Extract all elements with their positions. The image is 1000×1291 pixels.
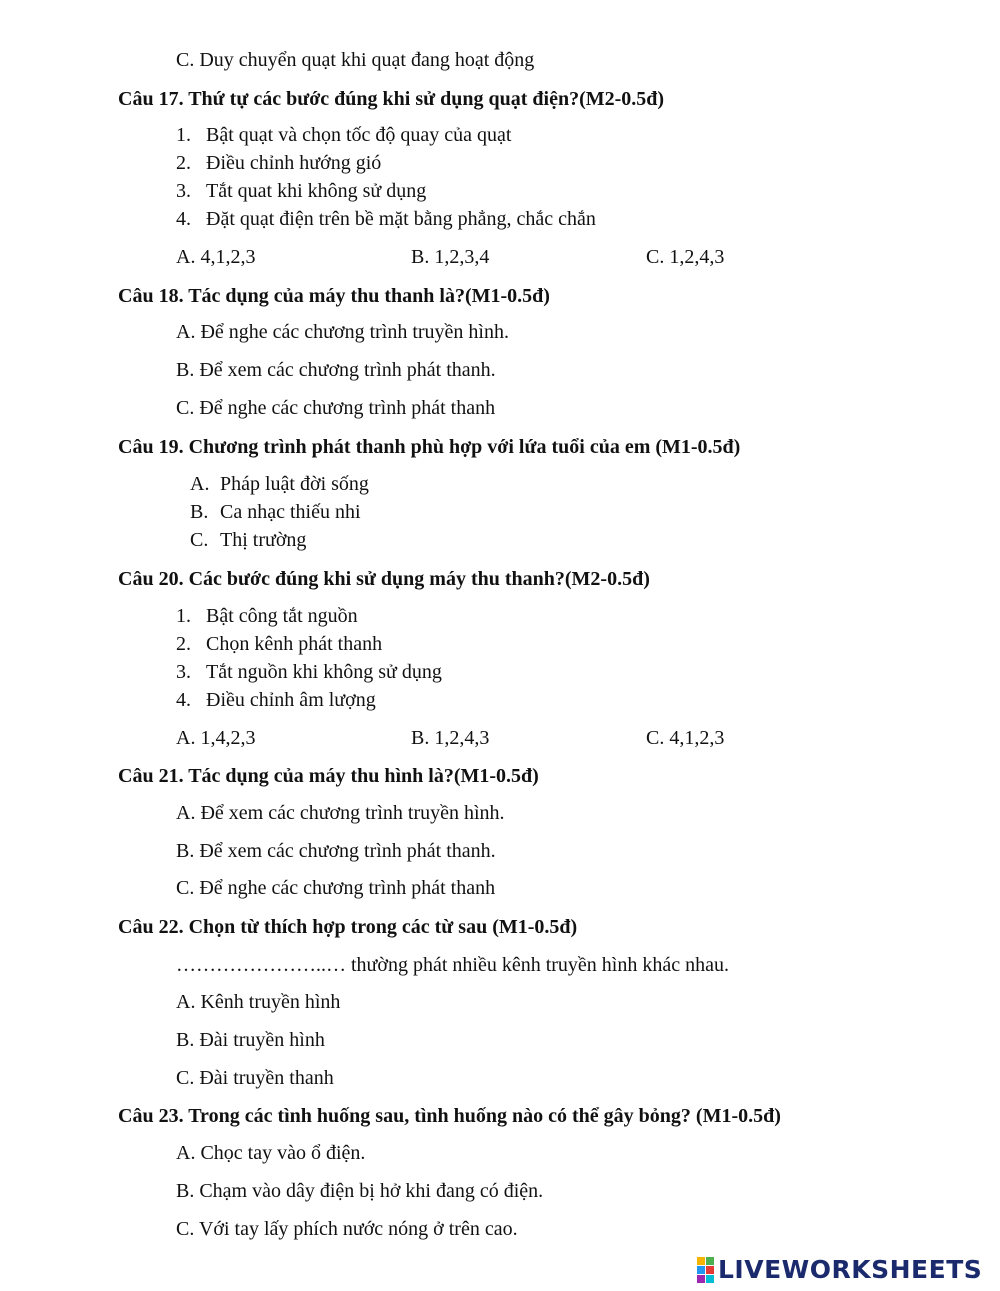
q22-option-b[interactable]: B. Đài truyền hình [176,1029,325,1051]
q20-title: Câu 20. Các bước đúng khi sử dụng máy thu thanh?(M2-0.5đ) [118,568,650,590]
q17-step-1-text: Bật quạt và chọn tốc độ quay của quạt [206,124,512,146]
q19-option-a[interactable]: Pháp luật đời sống [220,473,369,495]
q19-option-c[interactable]: Thị trường [220,529,307,551]
q17-step-2-number: 2. [176,152,191,174]
q23-option-a[interactable]: A. Chọc tay vào ổ điện. [176,1142,366,1164]
q23-option-b[interactable]: B. Chạm vào dây điện bị hở khi đang có điện. [176,1180,544,1202]
q20-answer-c[interactable]: C. 4,1,2,3 [646,727,725,749]
q18-option-a[interactable]: A. Để nghe các chương trình truyền hình. [176,321,509,343]
q20-step-1-text: Bật công tắt nguồn [206,605,358,627]
q23-title: Câu 23. Trong các tình huống sau, tình huống nào có thể gây bỏng? (M1-0.5đ) [118,1105,781,1127]
q21-option-b[interactable]: B. Để xem các chương trình phát thanh. [176,840,496,862]
q17-step-3-number: 3. [176,180,191,202]
q18-option-b[interactable]: B. Để xem các chương trình phát thanh. [176,359,496,381]
q19-title: Câu 19. Chương trình phát thanh phù hợp với lứa tuổi của em (M1-0.5đ) [118,436,741,458]
q22-option-a[interactable]: A. Kênh truyền hình [176,991,341,1013]
q20-step-4-text: Điều chỉnh âm lượng [206,689,376,711]
q22-title: Câu 22. Chọn từ thích hợp trong các từ sau (M1-0.5đ) [118,916,578,938]
q21-option-c[interactable]: C. Để nghe các chương trình phát thanh [176,877,496,899]
q19-option-b-letter: B. [190,501,209,523]
q17-answer-c[interactable]: C. 1,2,4,3 [646,246,725,268]
q23-option-c[interactable]: C. Với tay lấy phích nước nóng ở trên cao. [176,1218,518,1240]
q19-option-a-letter: A. [190,473,210,495]
q21-option-a[interactable]: A. Để xem các chương trình truyền hình. [176,802,505,824]
q17-step-4-text: Đặt quạt điện trên bề mặt bằng phẳng, chắc chắn [206,208,596,230]
q22-option-c[interactable]: C. Đài truyền thanh [176,1067,334,1089]
logo-block [706,1257,714,1265]
logo-block [697,1275,705,1283]
q18-option-c[interactable]: C. Để nghe các chương trình phát thanh [176,397,496,419]
q17-step-4-number: 4. [176,208,191,230]
q17-title: Câu 17. Thứ tự các bước đúng khi sử dụng quạt điện?(M2-0.5đ) [118,88,665,110]
q20-step-3-number: 3. [176,661,191,683]
q17-answer-b[interactable]: B. 1,2,3,4 [411,246,490,268]
q17-answer-a[interactable]: A. 4,1,2,3 [176,246,256,268]
q20-step-1-number: 1. [176,605,191,627]
q20-answer-b[interactable]: B. 1,2,4,3 [411,727,490,749]
q20-step-4-number: 4. [176,689,191,711]
q19-option-b[interactable]: Ca nhạc thiếu nhi [220,501,361,523]
q18-title: Câu 18. Tác dụng của máy thu thanh là?(M1-0.5đ) [118,285,550,307]
q21-title: Câu 21. Tác dụng của máy thu hình là?(M1-0.5đ) [118,765,539,787]
logo-block [697,1257,705,1265]
q20-answer-a[interactable]: A. 1,4,2,3 [176,727,256,749]
q20-step-2-text: Chọn kênh phát thanh [206,633,383,655]
logo-blocks-icon [697,1257,714,1283]
q17-step-2-text: Điều chỉnh hướng gió [206,152,382,174]
logo-text: LIVEWORKSHEETS [718,1255,983,1284]
q17-step-1-number: 1. [176,124,191,146]
q20-step-2-number: 2. [176,633,191,655]
q16-option-c: C. Duy chuyển quạt khi quạt đang hoạt động [176,49,535,71]
logo-block [706,1275,714,1283]
logo-block [697,1266,705,1274]
q22-fill-in-sentence: …………………..… thường phát nhiều kênh truyền hình khác nhau. [176,954,729,976]
liveworksheets-logo [697,1255,982,1285]
q17-step-3-text: Tắt quat khi không sử dụng [206,180,427,202]
q19-option-c-letter: C. [190,529,209,551]
logo-block [706,1266,714,1274]
q20-step-3-text: Tắt nguồn khi không sử dụng [206,661,442,683]
